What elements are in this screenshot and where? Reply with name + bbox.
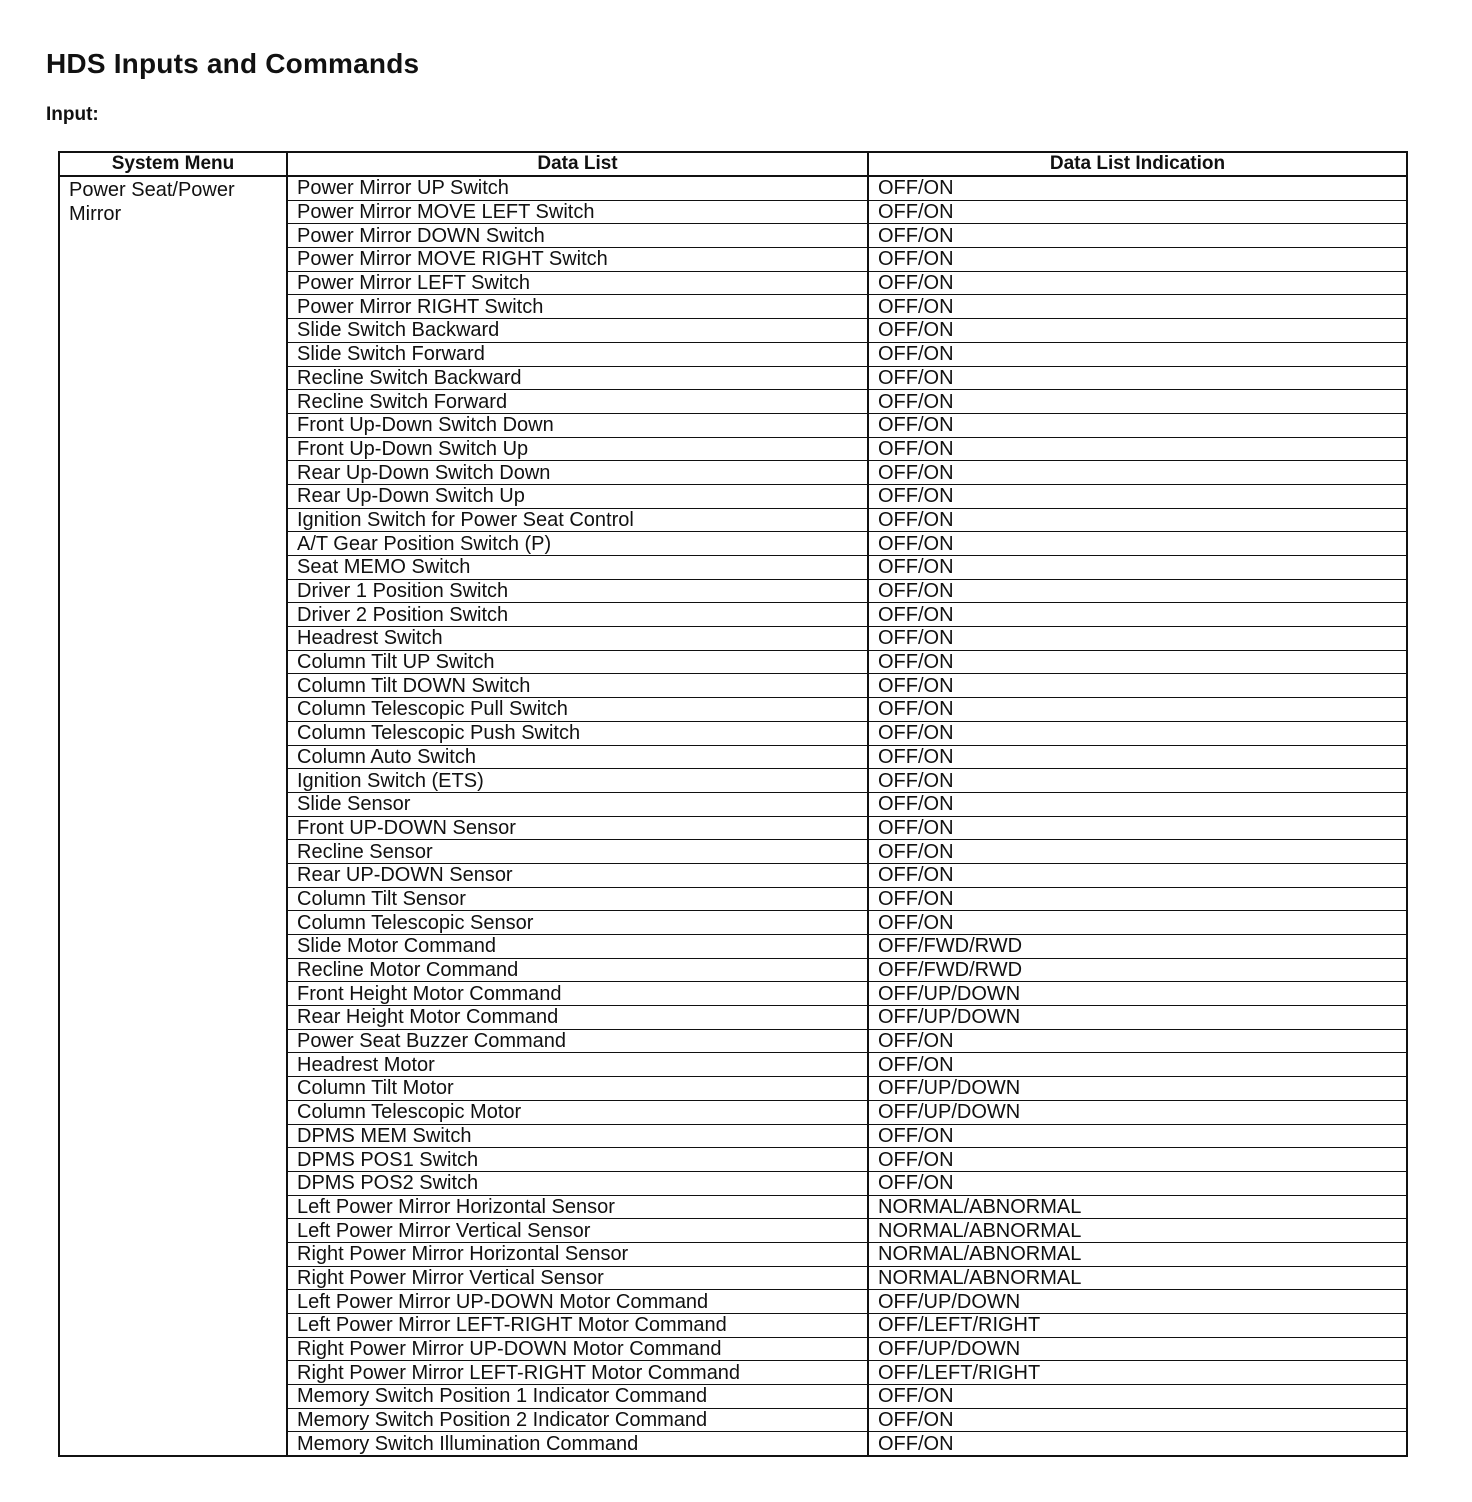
- data-list-indication-cell: OFF/ON: [868, 840, 1407, 864]
- data-list-indication-cell: OFF/ON: [868, 319, 1407, 343]
- data-list-cell: Power Mirror RIGHT Switch: [287, 295, 868, 319]
- data-list-cell: Right Power Mirror Vertical Sensor: [287, 1266, 868, 1290]
- data-list-cell: Power Mirror MOVE RIGHT Switch: [287, 248, 868, 272]
- data-list-cell: Recline Switch Backward: [287, 366, 868, 390]
- data-list-indication-cell: OFF/UP/DOWN: [868, 1337, 1407, 1361]
- data-list-indication-cell: OFF/ON: [868, 342, 1407, 366]
- table-row: [59, 176, 1407, 200]
- data-list-cell: Slide Switch Forward: [287, 342, 868, 366]
- data-list-indication-cell: OFF/ON: [868, 295, 1407, 319]
- data-list-indication-cell: NORMAL/ABNORMAL: [868, 1219, 1407, 1243]
- hds-data-table: [58, 151, 1408, 1457]
- data-list-indication-cell: OFF/ON: [868, 1408, 1407, 1432]
- data-list-indication-cell: OFF/ON: [868, 556, 1407, 580]
- data-list-cell: Power Mirror UP Switch: [287, 176, 868, 200]
- data-list-cell: Memory Switch Position 2 Indicator Command: [287, 1408, 868, 1432]
- data-list-cell: Rear Up-Down Switch Up: [287, 484, 868, 508]
- data-list-cell: Power Seat Buzzer Command: [287, 1029, 868, 1053]
- data-list-indication-cell: OFF/ON: [868, 674, 1407, 698]
- data-list-indication-cell: OFF/UP/DOWN: [868, 1077, 1407, 1101]
- data-list-indication-cell: OFF/ON: [868, 461, 1407, 485]
- data-list-indication-cell: OFF/ON: [868, 484, 1407, 508]
- data-list-indication-cell: OFF/ON: [868, 437, 1407, 461]
- data-list-indication-cell: OFF/ON: [868, 1029, 1407, 1053]
- data-list-cell: DPMS POS1 Switch: [287, 1148, 868, 1172]
- table-body: [59, 176, 1407, 1456]
- section-label-input: Input:: [46, 104, 99, 125]
- data-list-cell: Memory Switch Illumination Command: [287, 1432, 868, 1456]
- header-data-list: Data List: [287, 152, 868, 176]
- data-list-cell: Driver 1 Position Switch: [287, 579, 868, 603]
- data-list-cell: Power Mirror LEFT Switch: [287, 271, 868, 295]
- data-list-indication-cell: OFF/ON: [868, 224, 1407, 248]
- data-list-cell: Column Telescopic Push Switch: [287, 721, 868, 745]
- data-list-cell: Slide Switch Backward: [287, 319, 868, 343]
- data-list-cell: Front Up-Down Switch Down: [287, 413, 868, 437]
- data-list-indication-cell: OFF/UP/DOWN: [868, 1100, 1407, 1124]
- data-list-cell: A/T Gear Position Switch (P): [287, 532, 868, 556]
- data-list-indication-cell: OFF/LEFT/RIGHT: [868, 1314, 1407, 1338]
- data-list-cell: Column Telescopic Motor: [287, 1100, 868, 1124]
- data-list-indication-cell: NORMAL/ABNORMAL: [868, 1195, 1407, 1219]
- data-list-indication-cell: OFF/ON: [868, 1432, 1407, 1456]
- data-list-cell: Left Power Mirror Vertical Sensor: [287, 1219, 868, 1243]
- data-list-indication-cell: OFF/ON: [868, 745, 1407, 769]
- data-list-cell: Slide Sensor: [287, 792, 868, 816]
- data-list-cell: Memory Switch Position 1 Indicator Command: [287, 1385, 868, 1409]
- data-list-cell: Column Telescopic Pull Switch: [287, 698, 868, 722]
- data-list-indication-cell: OFF/ON: [868, 248, 1407, 272]
- page-title: HDS Inputs and Commands: [46, 48, 420, 79]
- data-list-indication-cell: OFF/ON: [868, 176, 1407, 200]
- data-list-indication-cell: OFF/ON: [868, 271, 1407, 295]
- data-list-cell: Front Height Motor Command: [287, 982, 868, 1006]
- data-list-indication-cell: OFF/ON: [868, 887, 1407, 911]
- data-list-cell: Recline Motor Command: [287, 958, 868, 982]
- data-list-cell: Column Telescopic Sensor: [287, 911, 868, 935]
- data-list-cell: Headrest Motor: [287, 1053, 868, 1077]
- data-list-indication-cell: NORMAL/ABNORMAL: [868, 1242, 1407, 1266]
- data-list-indication-cell: OFF/ON: [868, 413, 1407, 437]
- data-list-indication-cell: OFF/ON: [868, 1124, 1407, 1148]
- data-list-indication-cell: OFF/ON: [868, 200, 1407, 224]
- data-list-cell: Ignition Switch (ETS): [287, 769, 868, 793]
- data-list-indication-cell: OFF/FWD/RWD: [868, 958, 1407, 982]
- data-list-indication-cell: OFF/ON: [868, 650, 1407, 674]
- data-list-indication-cell: OFF/ON: [868, 911, 1407, 935]
- data-list-indication-cell: OFF/ON: [868, 1053, 1407, 1077]
- data-list-cell: DPMS POS2 Switch: [287, 1171, 868, 1195]
- data-list-cell: Rear UP-DOWN Sensor: [287, 863, 868, 887]
- data-list-indication-cell: OFF/ON: [868, 1385, 1407, 1409]
- data-list-cell: Front UP-DOWN Sensor: [287, 816, 868, 840]
- data-list-cell: Ignition Switch for Power Seat Control: [287, 508, 868, 532]
- header-system-menu: System Menu: [59, 152, 287, 176]
- data-list-cell: Rear Up-Down Switch Down: [287, 461, 868, 485]
- data-list-cell: Column Tilt Motor: [287, 1077, 868, 1101]
- data-list-indication-cell: OFF/ON: [868, 508, 1407, 532]
- data-list-cell: Seat MEMO Switch: [287, 556, 868, 580]
- data-list-cell: Column Tilt UP Switch: [287, 650, 868, 674]
- data-list-cell: Front Up-Down Switch Up: [287, 437, 868, 461]
- data-list-indication-cell: OFF/LEFT/RIGHT: [868, 1361, 1407, 1385]
- data-list-indication-cell: OFF/ON: [868, 721, 1407, 745]
- data-list-indication-cell: OFF/ON: [868, 769, 1407, 793]
- data-list-indication-cell: OFF/ON: [868, 792, 1407, 816]
- data-list-cell: Column Tilt Sensor: [287, 887, 868, 911]
- header-row: [59, 152, 1407, 176]
- data-list-indication-cell: OFF/ON: [868, 579, 1407, 603]
- data-list-indication-cell: OFF/UP/DOWN: [868, 982, 1407, 1006]
- data-list-cell: DPMS MEM Switch: [287, 1124, 868, 1148]
- data-list-indication-cell: OFF/ON: [868, 603, 1407, 627]
- data-list-cell: Rear Height Motor Command: [287, 1006, 868, 1030]
- data-list-indication-cell: OFF/UP/DOWN: [868, 1290, 1407, 1314]
- data-list-indication-cell: OFF/ON: [868, 390, 1407, 414]
- data-list-indication-cell: OFF/ON: [868, 1171, 1407, 1195]
- data-list-cell: Right Power Mirror LEFT-RIGHT Motor Command: [287, 1361, 868, 1385]
- system-menu-cell: Power Seat/Power Mirror: [59, 176, 287, 1456]
- data-list-cell: Right Power Mirror UP-DOWN Motor Command: [287, 1337, 868, 1361]
- data-list-cell: Column Auto Switch: [287, 745, 868, 769]
- data-list-cell: Power Mirror MOVE LEFT Switch: [287, 200, 868, 224]
- data-list-cell: Left Power Mirror Horizontal Sensor: [287, 1195, 868, 1219]
- data-list-indication-cell: OFF/UP/DOWN: [868, 1006, 1407, 1030]
- data-list-indication-cell: OFF/ON: [868, 532, 1407, 556]
- data-list-indication-cell: NORMAL/ABNORMAL: [868, 1266, 1407, 1290]
- data-list-indication-cell: OFF/ON: [868, 627, 1407, 651]
- data-list-indication-cell: OFF/ON: [868, 1148, 1407, 1172]
- data-list-cell: Left Power Mirror UP-DOWN Motor Command: [287, 1290, 868, 1314]
- data-list-cell: Recline Switch Forward: [287, 390, 868, 414]
- data-list-cell: Power Mirror DOWN Switch: [287, 224, 868, 248]
- data-list-cell: Left Power Mirror LEFT-RIGHT Motor Command: [287, 1314, 868, 1338]
- data-list-indication-cell: OFF/ON: [868, 816, 1407, 840]
- data-list-cell: Driver 2 Position Switch: [287, 603, 868, 627]
- data-list-cell: Headrest Switch: [287, 627, 868, 651]
- data-list-cell: Slide Motor Command: [287, 935, 868, 959]
- data-list-cell: Recline Sensor: [287, 840, 868, 864]
- data-list-indication-cell: OFF/ON: [868, 863, 1407, 887]
- data-list-cell: Right Power Mirror Horizontal Sensor: [287, 1242, 868, 1266]
- data-list-indication-cell: OFF/ON: [868, 366, 1407, 390]
- table-header: [59, 152, 1407, 176]
- data-list-cell: Column Tilt DOWN Switch: [287, 674, 868, 698]
- data-list-indication-cell: OFF/ON: [868, 698, 1407, 722]
- data-list-indication-cell: OFF/FWD/RWD: [868, 935, 1407, 959]
- header-data-list-indication: Data List Indication: [868, 152, 1407, 176]
